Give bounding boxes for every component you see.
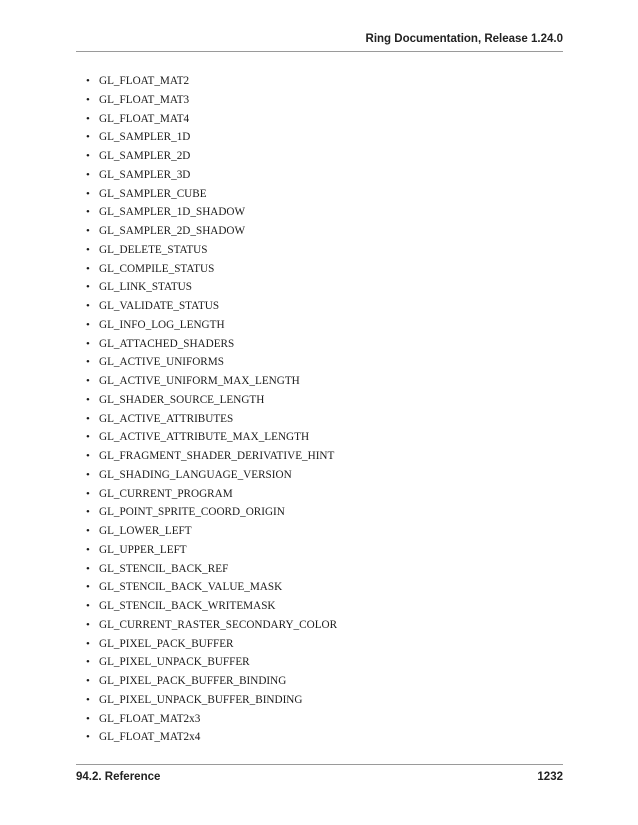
bullet-icon: •: [86, 431, 90, 444]
list-item: [76, 728, 563, 747]
bullet-icon: •: [86, 131, 90, 144]
constant-name: GL_COMPILE_STATUS: [99, 262, 215, 275]
page-number: 1232: [537, 771, 563, 783]
page-footer: [76, 764, 563, 785]
list-item: [76, 203, 563, 222]
bullet-icon: •: [86, 337, 90, 350]
list-item: [76, 485, 563, 504]
list-item: [76, 522, 563, 541]
bullet-icon: •: [86, 487, 90, 500]
bullet-icon: •: [86, 168, 90, 181]
constant-name: GL_SAMPLER_1D: [99, 131, 191, 144]
constant-name: GL_ACTIVE_ATTRIBUTES: [99, 412, 234, 425]
list-item: [76, 128, 563, 147]
list-item: [76, 597, 563, 616]
constant-name: GL_PIXEL_PACK_BUFFER_BINDING: [99, 675, 287, 687]
list-item: [76, 578, 563, 597]
constant-name: GL_SHADING_LANGUAGE_VERSION: [99, 468, 292, 481]
bullet-icon: •: [86, 731, 90, 744]
bullet-icon: •: [86, 712, 90, 725]
constant-name: GL_ACTIVE_ATTRIBUTE_MAX_LENGTH: [99, 431, 310, 444]
bullet-icon: •: [86, 206, 90, 219]
bullet-icon: •: [86, 375, 90, 387]
bullet-icon: •: [86, 637, 90, 650]
bullet-icon: •: [86, 243, 90, 256]
list-item: [76, 91, 563, 110]
bullet-icon: •: [86, 656, 90, 669]
bullet-icon: •: [86, 318, 90, 331]
constant-name: GL_FLOAT_MAT2: [99, 75, 190, 87]
constant-name: GL_LOWER_LEFT: [99, 525, 192, 537]
list-item: [76, 447, 563, 466]
bullet-icon: •: [86, 112, 90, 125]
list-item: [76, 147, 563, 166]
bullet-icon: •: [86, 618, 90, 631]
list-item: [76, 560, 563, 579]
list-item: [76, 503, 563, 522]
list-item: [76, 691, 563, 710]
bullet-icon: •: [86, 693, 90, 706]
bullet-icon: •: [86, 562, 90, 575]
list-item: [76, 353, 563, 372]
constant-name: GL_ATTACHED_SHADERS: [99, 337, 235, 350]
constant-name: GL_CURRENT_RASTER_SECONDARY_COLOR: [99, 618, 338, 631]
bullet-icon: •: [86, 506, 90, 519]
constant-name: GL_FRAGMENT_SHADER_DERIVATIVE_HINT: [99, 450, 335, 462]
constant-name: GL_STENCIL_BACK_VALUE_MASK: [99, 581, 283, 594]
list-item: [76, 278, 563, 297]
list-item: [76, 391, 563, 410]
bullet-icon: •: [86, 262, 90, 275]
list-item: [76, 297, 563, 316]
list-item: [76, 541, 563, 560]
constant-name: GL_PIXEL_PACK_BUFFER: [99, 637, 234, 650]
constant-name: GL_SHADER_SOURCE_LENGTH: [99, 393, 265, 406]
bullet-icon: •: [86, 225, 90, 237]
bullet-icon: •: [86, 450, 90, 462]
list-item: [76, 335, 563, 354]
constant-name: GL_SAMPLER_1D_SHADOW: [99, 206, 246, 219]
bullet-icon: •: [86, 187, 90, 200]
page-content: [76, 72, 563, 747]
constant-name: GL_UPPER_LEFT: [99, 543, 187, 556]
bullet-icon: •: [86, 412, 90, 425]
constant-name: GL_SAMPLER_3D: [99, 168, 191, 181]
list-item: [76, 316, 563, 335]
constant-name: GL_INFO_LOG_LENGTH: [99, 318, 225, 331]
constant-name: GL_PIXEL_UNPACK_BUFFER_BINDING: [99, 693, 303, 706]
list-item: [76, 110, 563, 129]
bullet-icon: •: [86, 150, 90, 162]
constant-name: GL_POINT_SPRITE_COORD_ORIGIN: [99, 506, 285, 519]
bullet-icon: •: [86, 468, 90, 481]
constant-name: GL_PIXEL_UNPACK_BUFFER: [99, 656, 250, 669]
bullet-icon: •: [86, 675, 90, 687]
constant-name: GL_SAMPLER_2D_SHADOW: [99, 225, 246, 237]
constant-name: GL_CURRENT_PROGRAM: [99, 487, 233, 500]
list-item: [76, 428, 563, 447]
list-item: [76, 410, 563, 429]
list-item: [76, 616, 563, 635]
bullet-icon: •: [86, 581, 90, 594]
constant-name: GL_FLOAT_MAT3: [99, 93, 190, 106]
list-item: [76, 260, 563, 279]
constant-name: GL_STENCIL_BACK_REF: [99, 562, 229, 575]
constant-name: GL_FLOAT_MAT4: [99, 112, 190, 125]
list-item: [76, 241, 563, 260]
page-header: [76, 33, 563, 52]
list-item: [76, 672, 563, 691]
constant-list: [76, 72, 563, 747]
bullet-icon: •: [86, 281, 90, 294]
bullet-icon: •: [86, 393, 90, 406]
constant-name: GL_FLOAT_MAT2x3: [99, 712, 201, 725]
list-item: [76, 372, 563, 391]
bullet-icon: •: [86, 300, 90, 312]
list-item: [76, 710, 563, 729]
list-item: [76, 466, 563, 485]
constant-name: GL_ACTIVE_UNIFORM_MAX_LENGTH: [99, 375, 300, 387]
list-item: [76, 653, 563, 672]
constant-name: GL_LINK_STATUS: [99, 281, 192, 294]
bullet-icon: •: [86, 525, 90, 537]
list-item: [76, 185, 563, 204]
constant-name: GL_SAMPLER_2D: [99, 150, 191, 162]
section-reference: 94.2. Reference: [76, 771, 161, 783]
document-title: Ring Documentation, Release 1.24.0: [365, 33, 563, 45]
bullet-icon: •: [86, 75, 90, 87]
list-item: [76, 635, 563, 654]
constant-name: GL_DELETE_STATUS: [99, 243, 208, 256]
constant-name: GL_ACTIVE_UNIFORMS: [99, 356, 224, 369]
list-item: [76, 222, 563, 241]
bullet-icon: •: [86, 543, 90, 556]
constant-name: GL_VALIDATE_STATUS: [99, 300, 220, 312]
bullet-icon: •: [86, 93, 90, 106]
bullet-icon: •: [86, 600, 90, 612]
constant-name: GL_STENCIL_BACK_WRITEMASK: [99, 600, 276, 612]
constant-name: GL_SAMPLER_CUBE: [99, 187, 207, 200]
list-item: [76, 72, 563, 91]
bullet-icon: •: [86, 356, 90, 369]
list-item: [76, 166, 563, 185]
constant-name: GL_FLOAT_MAT2x4: [99, 731, 201, 744]
